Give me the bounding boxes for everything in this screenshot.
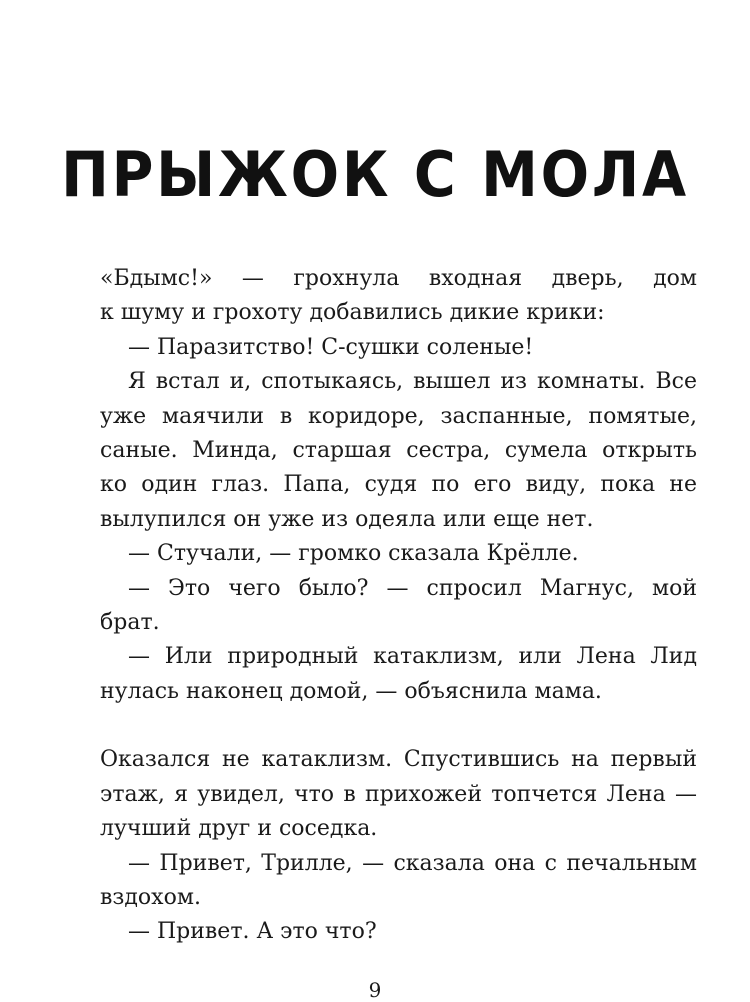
text-line: уже маячили в коридоре, заспанные, помятые, — [100, 403, 697, 429]
text-line: — Или природный катаклизм, или Лена Лид — [128, 644, 697, 670]
text-line: — Привет. А это что? — [128, 919, 377, 945]
text-line: вылупился он уже из одеяла или еще нет. — [100, 506, 594, 532]
text-line: к шуму и грохоту добавились дикие крики: — [100, 300, 605, 326]
text-line: саные. Минда, старшая сестра, сумела открыть — [100, 437, 697, 463]
body-text — [100, 262, 697, 950]
text-line: ко один глаз. Папа, судя по его виду, пока не — [100, 472, 697, 498]
text-line: вздохом. — [100, 885, 201, 911]
text-line: — Паразитство! С-сушки соленые! — [128, 334, 534, 360]
text-line: «Бдымс!» — грохнула входная дверь, дом — [100, 266, 697, 291]
text-line: — Привет, Трилле, — сказала она с печальным — [128, 850, 697, 876]
text-line: этаж, я увидел, что в прихожей топчется Лена — — [100, 781, 697, 807]
text-line: брат. — [100, 609, 160, 635]
text-line: Оказался не катаклизм. Спустившись на первый — [100, 747, 697, 773]
paragraph-gap — [100, 709, 697, 743]
page-number: 9 — [368, 978, 382, 1002]
text-line: — Это чего было? — спросил Магнус, мой — [128, 575, 697, 601]
text-line: Я встал и, спотыкаясь, вышел из комнаты. Все — [128, 369, 697, 395]
chapter-title: ПРЫЖОК С МОЛА — [61, 138, 689, 211]
text-line: — Стучали, — громко сказала Крёлле. — [128, 541, 579, 567]
text-line: нулась наконец домой, — объяснила мама. — [100, 678, 602, 704]
text-line: лучший друг и соседка. — [100, 816, 378, 842]
